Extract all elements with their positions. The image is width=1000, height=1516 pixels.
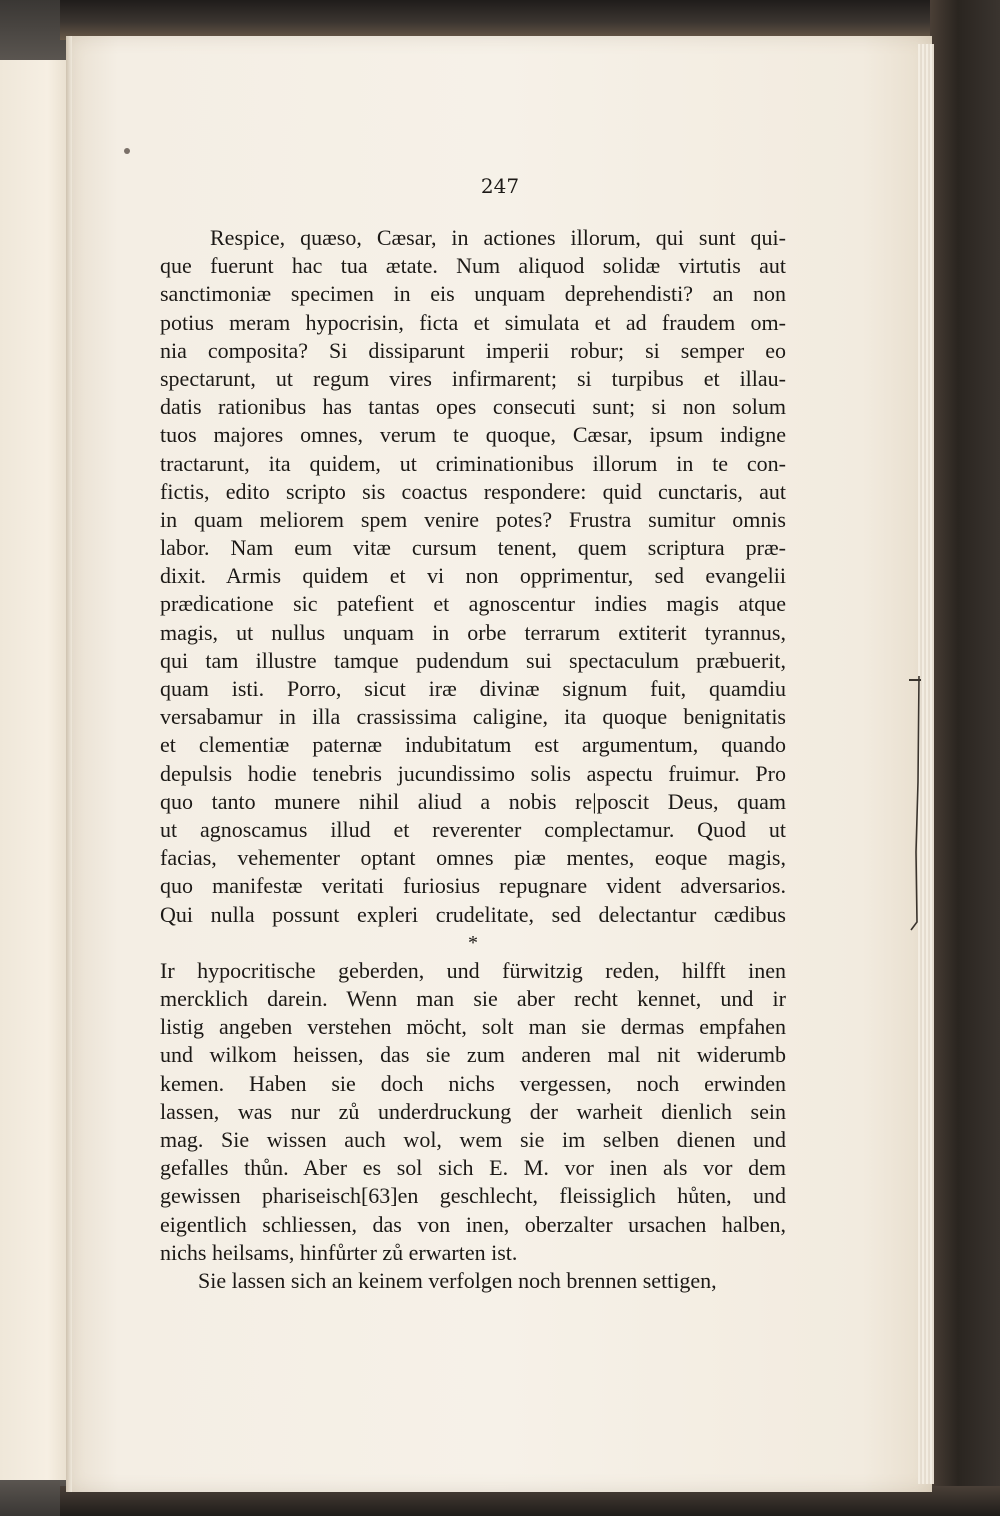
book-spine-right [930,0,1000,1516]
text-line: et clementiæ paternæ indubitatum est argumentum, quando [160,732,786,758]
margin-bracket-mark [905,672,931,934]
text-line: spectarunt, ut regum vires infirmarent; si turpibus et illau- [160,365,786,391]
ink-spot [124,148,130,154]
section-separator: * [468,931,478,954]
text-line: que fuerunt hac tua ætate. Num aliquod solidæ virtutis aut [160,253,786,279]
text-line: potius meram hypocrisin, ficta et simulata et ad fraudem om- [160,309,786,335]
text-line: listig angeben verstehen möcht, solt man sie dermas empfahen [160,1014,786,1040]
book-top-edge [60,0,1000,40]
text-line: gewissen phariseisch[63]en geschlecht, fleissiglich hůten, und [160,1183,786,1209]
text-line: Qui nulla possunt expleri crudelitate, sed delectantur cædibus [160,901,786,927]
text-line: versabamur in illa crassissima caligine, ita quoque benignitatis [160,704,786,730]
latin-paragraph [160,224,786,929]
text-line: kemen. Haben sie doch nichs vergessen, noch erwinden [160,1070,786,1096]
text-line: gefalles thůn. Aber es sol sich E. M. vor inen als vor dem [160,1155,786,1181]
text-line: datis rationibus has tantas opes consecuti sunt; si non solum [160,394,786,420]
text-line: magis, ut nullus unquam in orbe terrarum extiterit tyrannus, [160,619,786,645]
final-line: Sie lassen sich an keinem verfolgen noch brennen settigen, [198,1267,717,1293]
text-line: quo tanto munere nihil aliud a nobis re|poscit Deus, quam [160,788,786,814]
text-line: nichs heilsams, hinfůrter zů erwarten ist. [160,1239,518,1265]
page-number: 247 [480,174,520,198]
text-line: labor. Nam eum vitæ cursum tenent, quem scriptura præ- [160,535,786,561]
text-line: tractarunt, ita quidem, ut criminationibus illorum in te con- [160,450,786,476]
text-line: mercklich darein. Wenn man sie aber recht kennet, und ir [160,986,786,1012]
previous-page-edge [0,0,68,1516]
text-line: sanctimoniæ specimen in eis unquam deprehendisti? an non [160,281,786,307]
text-line: nia composita? Si dissiparunt imperii robur; si semper eo [160,337,786,363]
text-line: dixit. Armis quidem et vi non opprimentur, sed evangelii [160,563,786,589]
text-line: lassen, was nur zů underdruckung der warheit dienlich sein [160,1098,786,1124]
text-line: in quam meliorem spem venire potes? Frustra sumitur omnis [160,506,786,532]
text-line: facias, vehementer optant omnes piæ mentes, eoque magis, [160,845,786,871]
text-line: und wilkom heissen, das sie zum anderen mal nit widerumb [160,1042,786,1068]
text-line: Respice, quæso, Cæsar, in actiones illorum, qui sunt qui- [210,225,786,250]
text-line: prædicatione sic patefient et agnoscentur indies magis atque [160,591,786,617]
text-line: quam isti. Porro, sicut iræ divinæ signum fuit, quamdiu [160,676,786,701]
text-line: quo manifestæ veritati furiosius repugnare vident adversarios. [160,873,786,899]
text-line: Ir hypocritische geberden, und fürwitzig reden, hilfft inen [160,957,786,983]
page-gutter [66,36,72,1492]
text-line: tuos majores omnes, verum te quoque, Cæsar, ipsum indigne [160,422,786,448]
text-line: qui tam illustre tamque pudendum sui spectaculum præbuerit, [160,647,786,673]
german-paragraph [160,957,786,1267]
page-text [160,224,786,1295]
text-line: ut agnoscamus illud et reverenter complectamur. Quod ut [160,816,786,842]
text-line: depulsis hodie tenebris jucundissimo solis aspectu fruimur. Pro [160,760,786,786]
text-line: fictis, edito scripto sis coactus respondere: quid cunctaris, aut [160,478,786,504]
text-line: mag. Sie wissen auch wol, wem sie im selben dienen und [160,1127,786,1152]
text-line: eigentlich schliessen, das von inen, oberzalter ursachen halben, [160,1211,786,1237]
